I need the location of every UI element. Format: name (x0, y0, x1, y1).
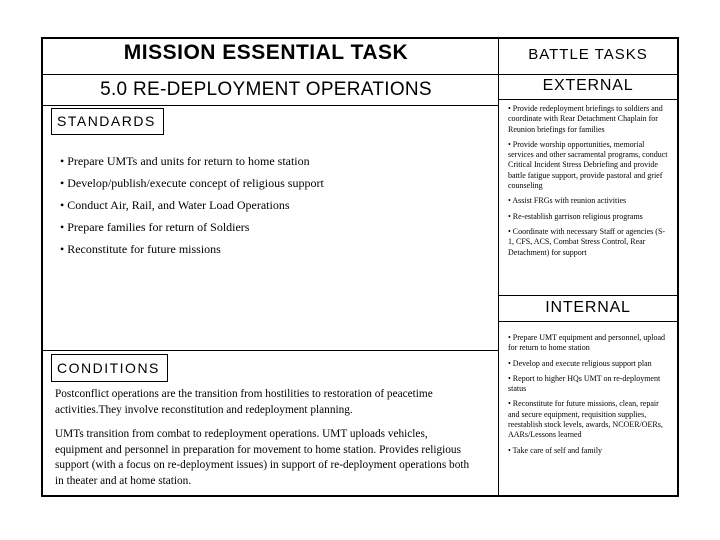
internal-task-item: • Prepare UMT equipment and personnel, upload for return to home station (508, 333, 666, 353)
task-subtitle: 5.0 RE-DEPLOYMENT OPERATIONS (100, 79, 432, 100)
external-task-item: • Coordinate with necessary Staff or agencies (S-1, CFS, ACS, Combat Stress Control, Rear Detachment) for support (508, 226, 666, 257)
internal-task-item: • Take care of self and family (508, 445, 603, 455)
standards-item: • Prepare UMTs and units for return to home station (60, 154, 310, 168)
standards-label: STANDARDS (51, 108, 164, 135)
conditions-text (55, 387, 475, 498)
external-task-item: • Assist FRGs with reunion activities (508, 196, 627, 206)
external-label: EXTERNAL (542, 77, 634, 94)
standards-item: • Prepare families for return of Soldiers (60, 220, 250, 234)
task-title: MISSION ESSENTIAL TASK (123, 41, 409, 64)
external-task-item: • Provide worship opportunities, memorial services and other sacramental programs, conduct Critical Incident Stress Debriefing and provide battle fatigue support, provide pastoral and grief counseling (508, 139, 668, 191)
standards-item: • Conduct Air, Rail, and Water Load Operations (60, 198, 290, 212)
standards-list (60, 153, 480, 263)
standards-item: • Develop/publish/execute concept of religious support (60, 176, 324, 190)
internal-task-item: • Reconstitute for future missions, clean, repair and secure equipment, requisition supplies, reestablish stock levels, awards, NCOER/OERs, AARs/Lessons learned (508, 399, 663, 440)
conditions-label: CONDITIONS (51, 354, 168, 382)
external-task-item: • Provide redeployment briefings to soldiers and coordinate with Rear Detachment Chaplain for Reunion briefings for families (508, 104, 663, 134)
internal-task-list (505, 333, 671, 461)
conditions-paragraph: UMTs transition from combat to redeployment operations. UMT uploads vehicles, equipment and personnel in preparation for movement to home station. Provides religious support (with a focus on re-deployment issues) in support of re-deployment operations both in theater and at home station. (55, 428, 470, 487)
standards-item: • Reconstitute for future missions (60, 242, 221, 256)
internal-label: INTERNAL (545, 299, 631, 316)
external-task-list (505, 104, 671, 263)
internal-task-item: • Report to higher HQs UMT on re-deployment status (508, 373, 661, 394)
battle-tasks-label: BATTLE TASKS (528, 46, 648, 63)
internal-task-item: • Develop and execute religious support plan (508, 358, 652, 368)
external-task-item: • Re-establish garrison religious programs (508, 211, 643, 221)
conditions-paragraph: Postconflict operations are the transition from hostilities to restoration of peacetime activities.They involve reconstitution and redeployment planning. (55, 388, 433, 416)
